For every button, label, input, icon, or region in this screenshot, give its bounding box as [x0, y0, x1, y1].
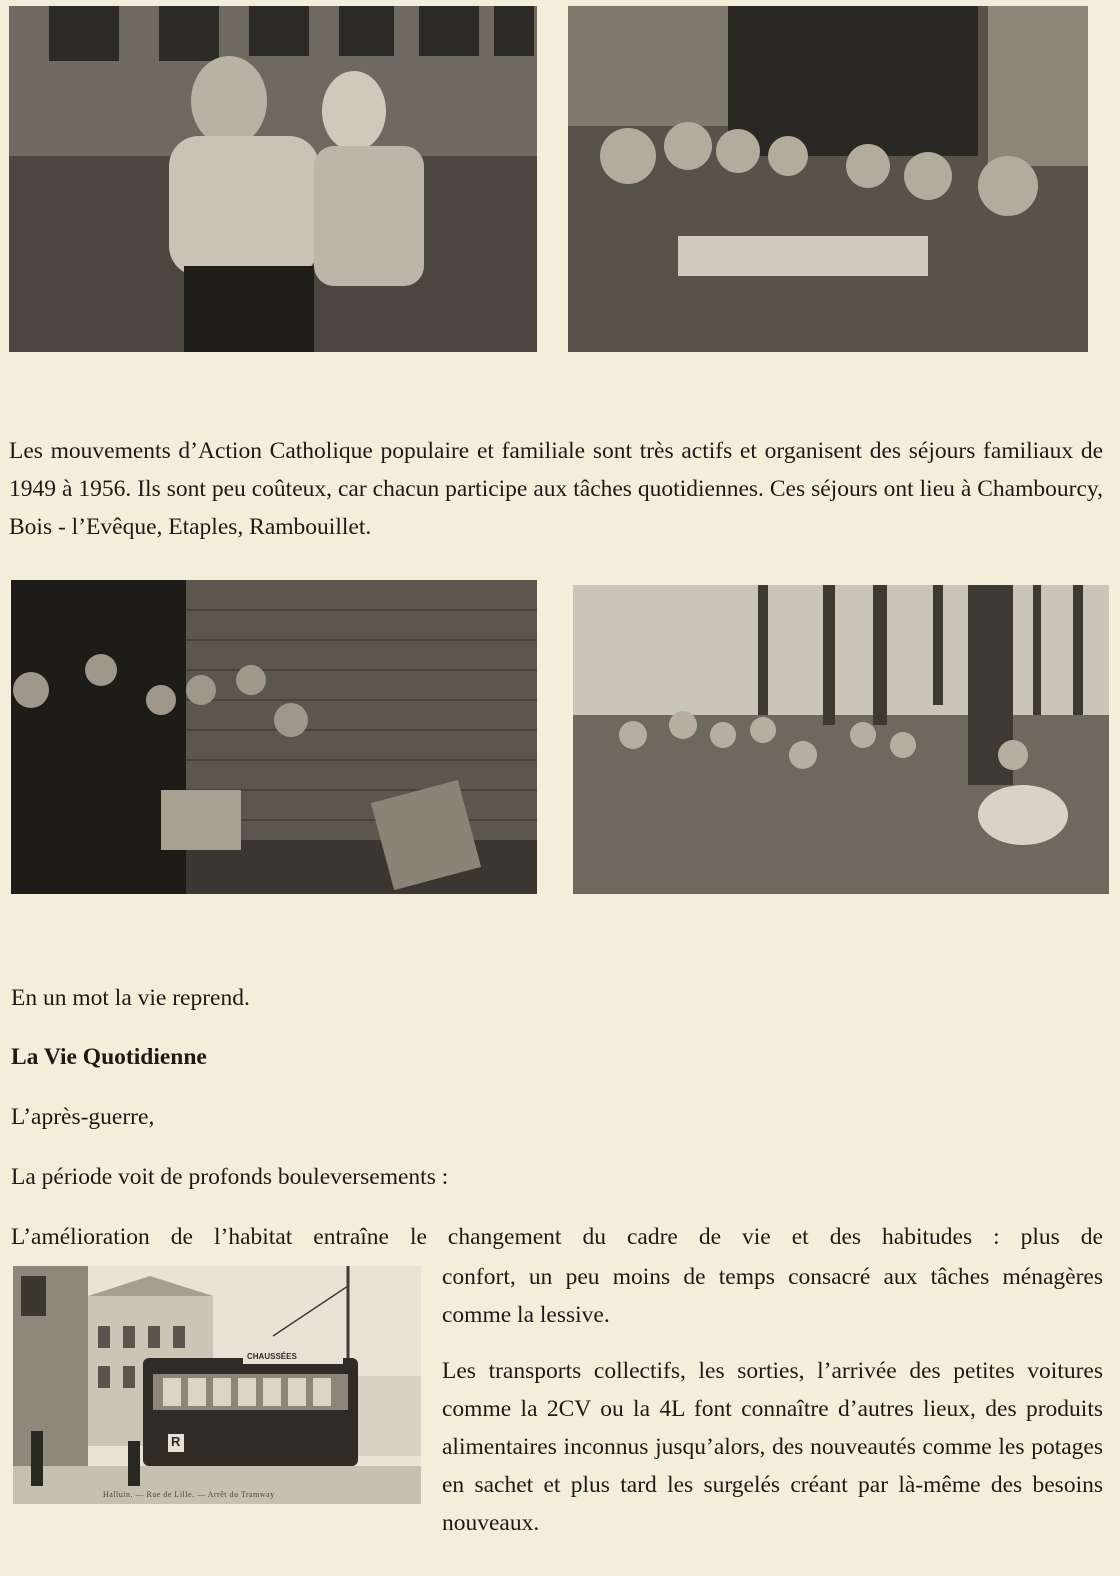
photo-woman-and-boy	[9, 6, 537, 352]
photo-group-at-table	[568, 6, 1088, 352]
postcard-caption: Halluin. — Rue de Lille. — Arrêt du Tramway	[103, 1490, 275, 1499]
tram-letter: R	[171, 1434, 181, 1449]
photo-potato-peeling	[11, 580, 537, 894]
habitat-paragraph: confort, un peu moins de temps consacré aux tâches ménagères comme la lessive.	[442, 1264, 1103, 1328]
apres-guerre-line: L’après-guerre,	[11, 1104, 155, 1130]
transports-paragraph: Les transports collectifs, les sorties, l’arrivée des petites voitures comme la 2CV ou la 4L font connaître d’autres lieux, des produits alimentaires inconnus jusqu’alors, des nouveautés comme les potages en sachet et plus tard les surgelés créant par là-même des besoins nouveaux.	[442, 1358, 1103, 1536]
section-heading: La Vie Quotidienne	[11, 1044, 207, 1070]
tram-sign: CHAUSSÉES	[247, 1352, 297, 1361]
photo-group-in-grass	[573, 585, 1109, 894]
postcard-tramway	[13, 1266, 421, 1504]
vie-reprend-line: En un mot la vie reprend.	[11, 985, 250, 1011]
periode-line: La période voit de profonds bouleversements :	[11, 1164, 449, 1190]
habitat-first-line: L’amélioration de l’habitat entraîne le changement du cadre de vie et des habitudes : plus de	[11, 1224, 1103, 1250]
intro-paragraph: Les mouvements d’Action Catholique populaire et familiale sont très actifs et organisent des séjours familiaux de 1949 à 1956. Ils sont peu coûteux, car chacun participe aux tâches quotidiennes. Ces séjours ont lieu à Chambourcy, Bois - l’Evêque, Etaples, Rambouillet.	[9, 438, 1103, 540]
